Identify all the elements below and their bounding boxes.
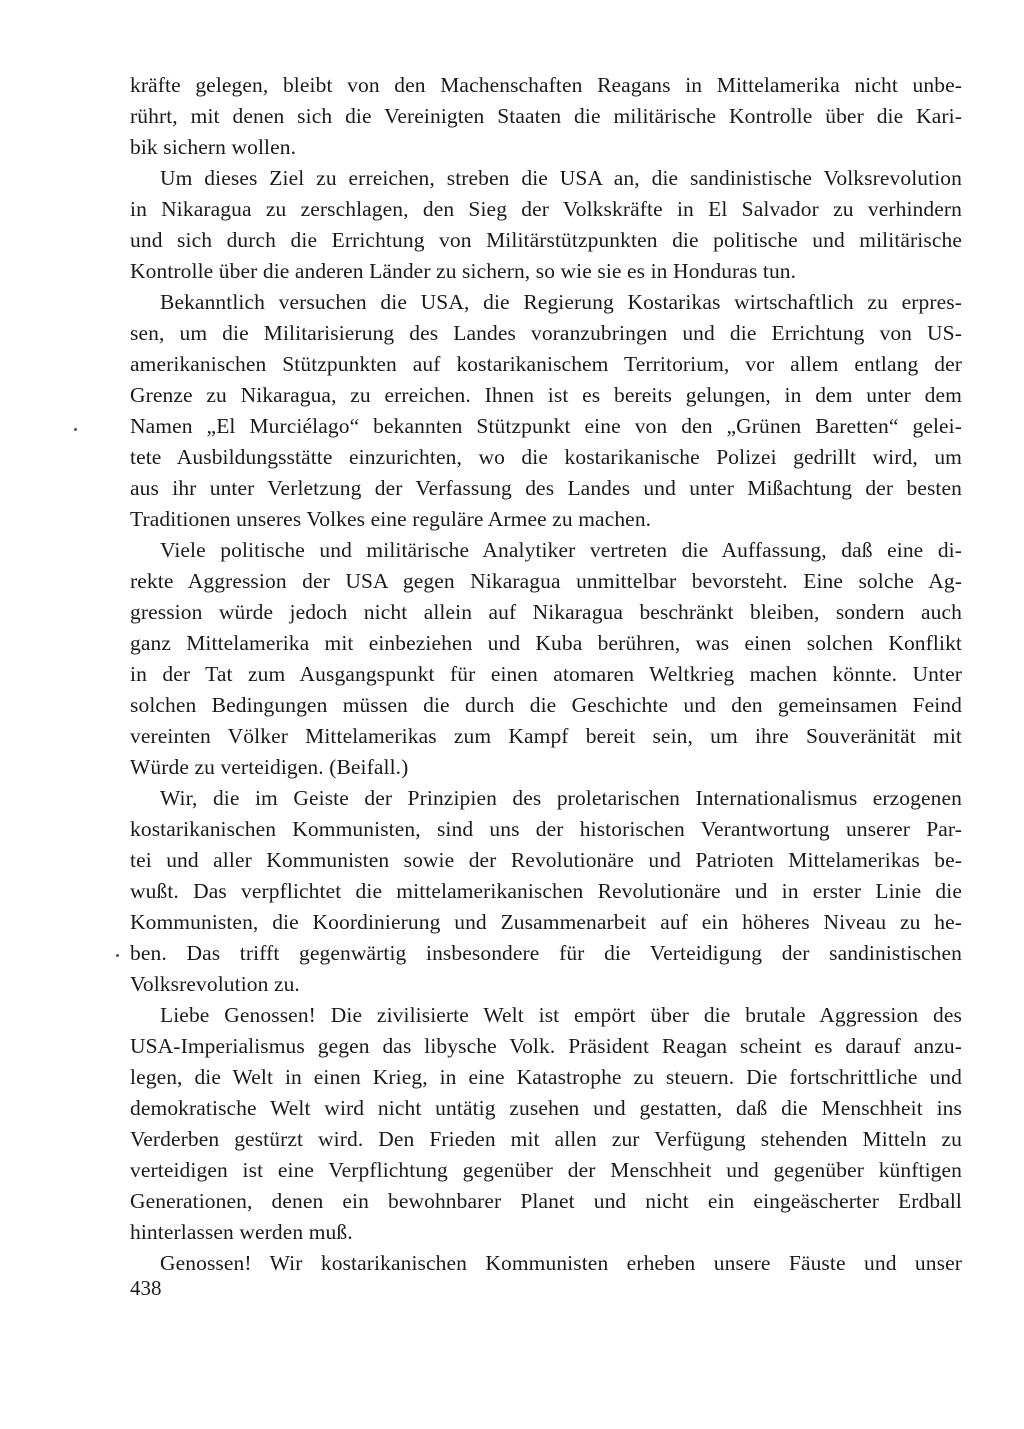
text-line: Kommunisten, die Koordinierung und Zusammenarbeit auf ein höheres Niveau zu he- [130,910,962,934]
text-line: Traditionen unseres Volkes eine reguläre Armee zu machen. [130,507,652,531]
text-line: ganz Mittelamerika mit einbeziehen und Kuba berühren, was einen solchen Konflikt [130,631,962,655]
text-line: Verderben gestürzt wird. Den Frieden mit allen zur Verfügung stehenden Mitteln zu [130,1127,962,1151]
text-line: rührt, mit denen sich die Vereinigten Staaten die militärische Kontrolle über die Kari- [130,104,962,128]
paragraph [130,535,962,783]
text-line: sen, um die Militarisierung des Landes voranzubringen und die Errichtung von US- [130,321,962,345]
text-line: USA-Imperialismus gegen das libysche Volk. Präsident Reagan scheint es darauf anzu- [130,1034,962,1058]
text-line: demokratische Welt wird nicht untätig zusehen und gestatten, daß die Menschheit ins [130,1096,962,1120]
text-line: tete Ausbildungsstätte einzurichten, wo die kostarikanische Polizei gedrillt wird, um [130,445,962,469]
text-line: Grenze zu Nikaragua, zu erreichen. Ihnen ist es bereits gelungen, in dem unter dem [130,383,962,407]
text-line: tei und aller Kommunisten sowie der Revolutionäre und Patrioten Mittelamerikas be- [130,848,962,872]
text-line: kostarikanischen Kommunisten, sind uns der historischen Verantwortung unserer Par- [130,817,962,841]
text-line: in Nikaragua zu zerschlagen, den Sieg der Volkskräfte in El Salvador zu verhindern [130,197,962,221]
text-line: Namen „El Murciélago“ bekannten Stützpunkt eine von den „Grünen Baretten“ gelei- [130,414,962,438]
text-line: Viele politische und militärische Analytiker vertreten die Auffassung, daß eine di- [160,538,962,562]
text-line: in der Tat zum Ausgangspunkt für einen atomaren Weltkrieg machen könnte. Unter [130,662,962,686]
paragraph [130,783,962,1000]
text-line: verteidigen ist eine Verpflichtung gegenüber der Menschheit und gegenüber künftigen [130,1158,962,1182]
text-line: wußt. Das verpflichtet die mittelamerikanischen Revolutionäre und in erster Linie die [130,879,962,903]
text-line: Wir, die im Geiste der Prinzipien des proletarischen Internationalismus erzogenen [160,786,962,810]
paragraph [130,1248,962,1279]
text-line: solchen Bedingungen müssen die durch die Geschichte und den gemeinsamen Feind [130,693,962,717]
text-line: aus ihr unter Verletzung der Verfassung des Landes und unter Mißachtung der besten [130,476,962,500]
page-body [130,70,962,1279]
paragraph [130,163,962,287]
text-line: Liebe Genossen! Die zivilisierte Welt ist empört über die brutale Aggression des [160,1003,962,1027]
margin-mark [116,954,119,957]
page-number: 438 [130,1276,162,1300]
text-line: Um dieses Ziel zu erreichen, streben die USA an, die sandinistische Volksrevolution [160,166,962,190]
margin-mark [74,428,77,431]
text-line: Bekanntlich versuchen die USA, die Regierung Kostarikas wirtschaftlich zu erpres- [160,290,962,314]
text-line: Volksrevolution zu. [130,972,300,996]
text-line: Würde zu verteidigen. (Beifall.) [130,755,409,779]
text-line: vereinten Völker Mittelamerikas zum Kampf bereit sein, um ihre Souveränität mit [130,724,962,748]
text-line: Kontrolle über die anderen Länder zu sichern, so wie sie es in Honduras tun. [130,259,797,283]
text-line: bik sichern wollen. [130,135,297,159]
text-line: ben. Das trifft gegenwärtig insbesondere für die Verteidigung der sandinistischen [130,941,962,965]
text-line: amerikanischen Stützpunkten auf kostarikanischem Territorium, vor allem entlang der [130,352,962,376]
text-line: legen, die Welt in einen Krieg, in eine Katastrophe zu steuern. Die fortschrittliche und [130,1065,962,1089]
text-line: Generationen, denen ein bewohnbarer Planet und nicht ein eingeäscherter Erdball [130,1189,962,1213]
text-line: und sich durch die Errichtung von Militärstützpunkten die politische und militärische [130,228,962,252]
paragraph [130,1000,962,1248]
text-line: gression würde jedoch nicht allein auf Nikaragua beschränkt bleiben, sondern auch [130,600,962,624]
paragraph [130,70,962,163]
text-line: hinterlassen werden muß. [130,1220,353,1244]
text-line: kräfte gelegen, bleibt von den Machenschaften Reagans in Mittelamerika nicht unbe- [130,73,962,97]
paragraph [130,287,962,535]
text-line: rekte Aggression der USA gegen Nikaragua unmittelbar bevorsteht. Eine solche Ag- [130,569,962,593]
text-line: Genossen! Wir kostarikanischen Kommunisten erheben unsere Fäuste und unser [160,1251,962,1275]
